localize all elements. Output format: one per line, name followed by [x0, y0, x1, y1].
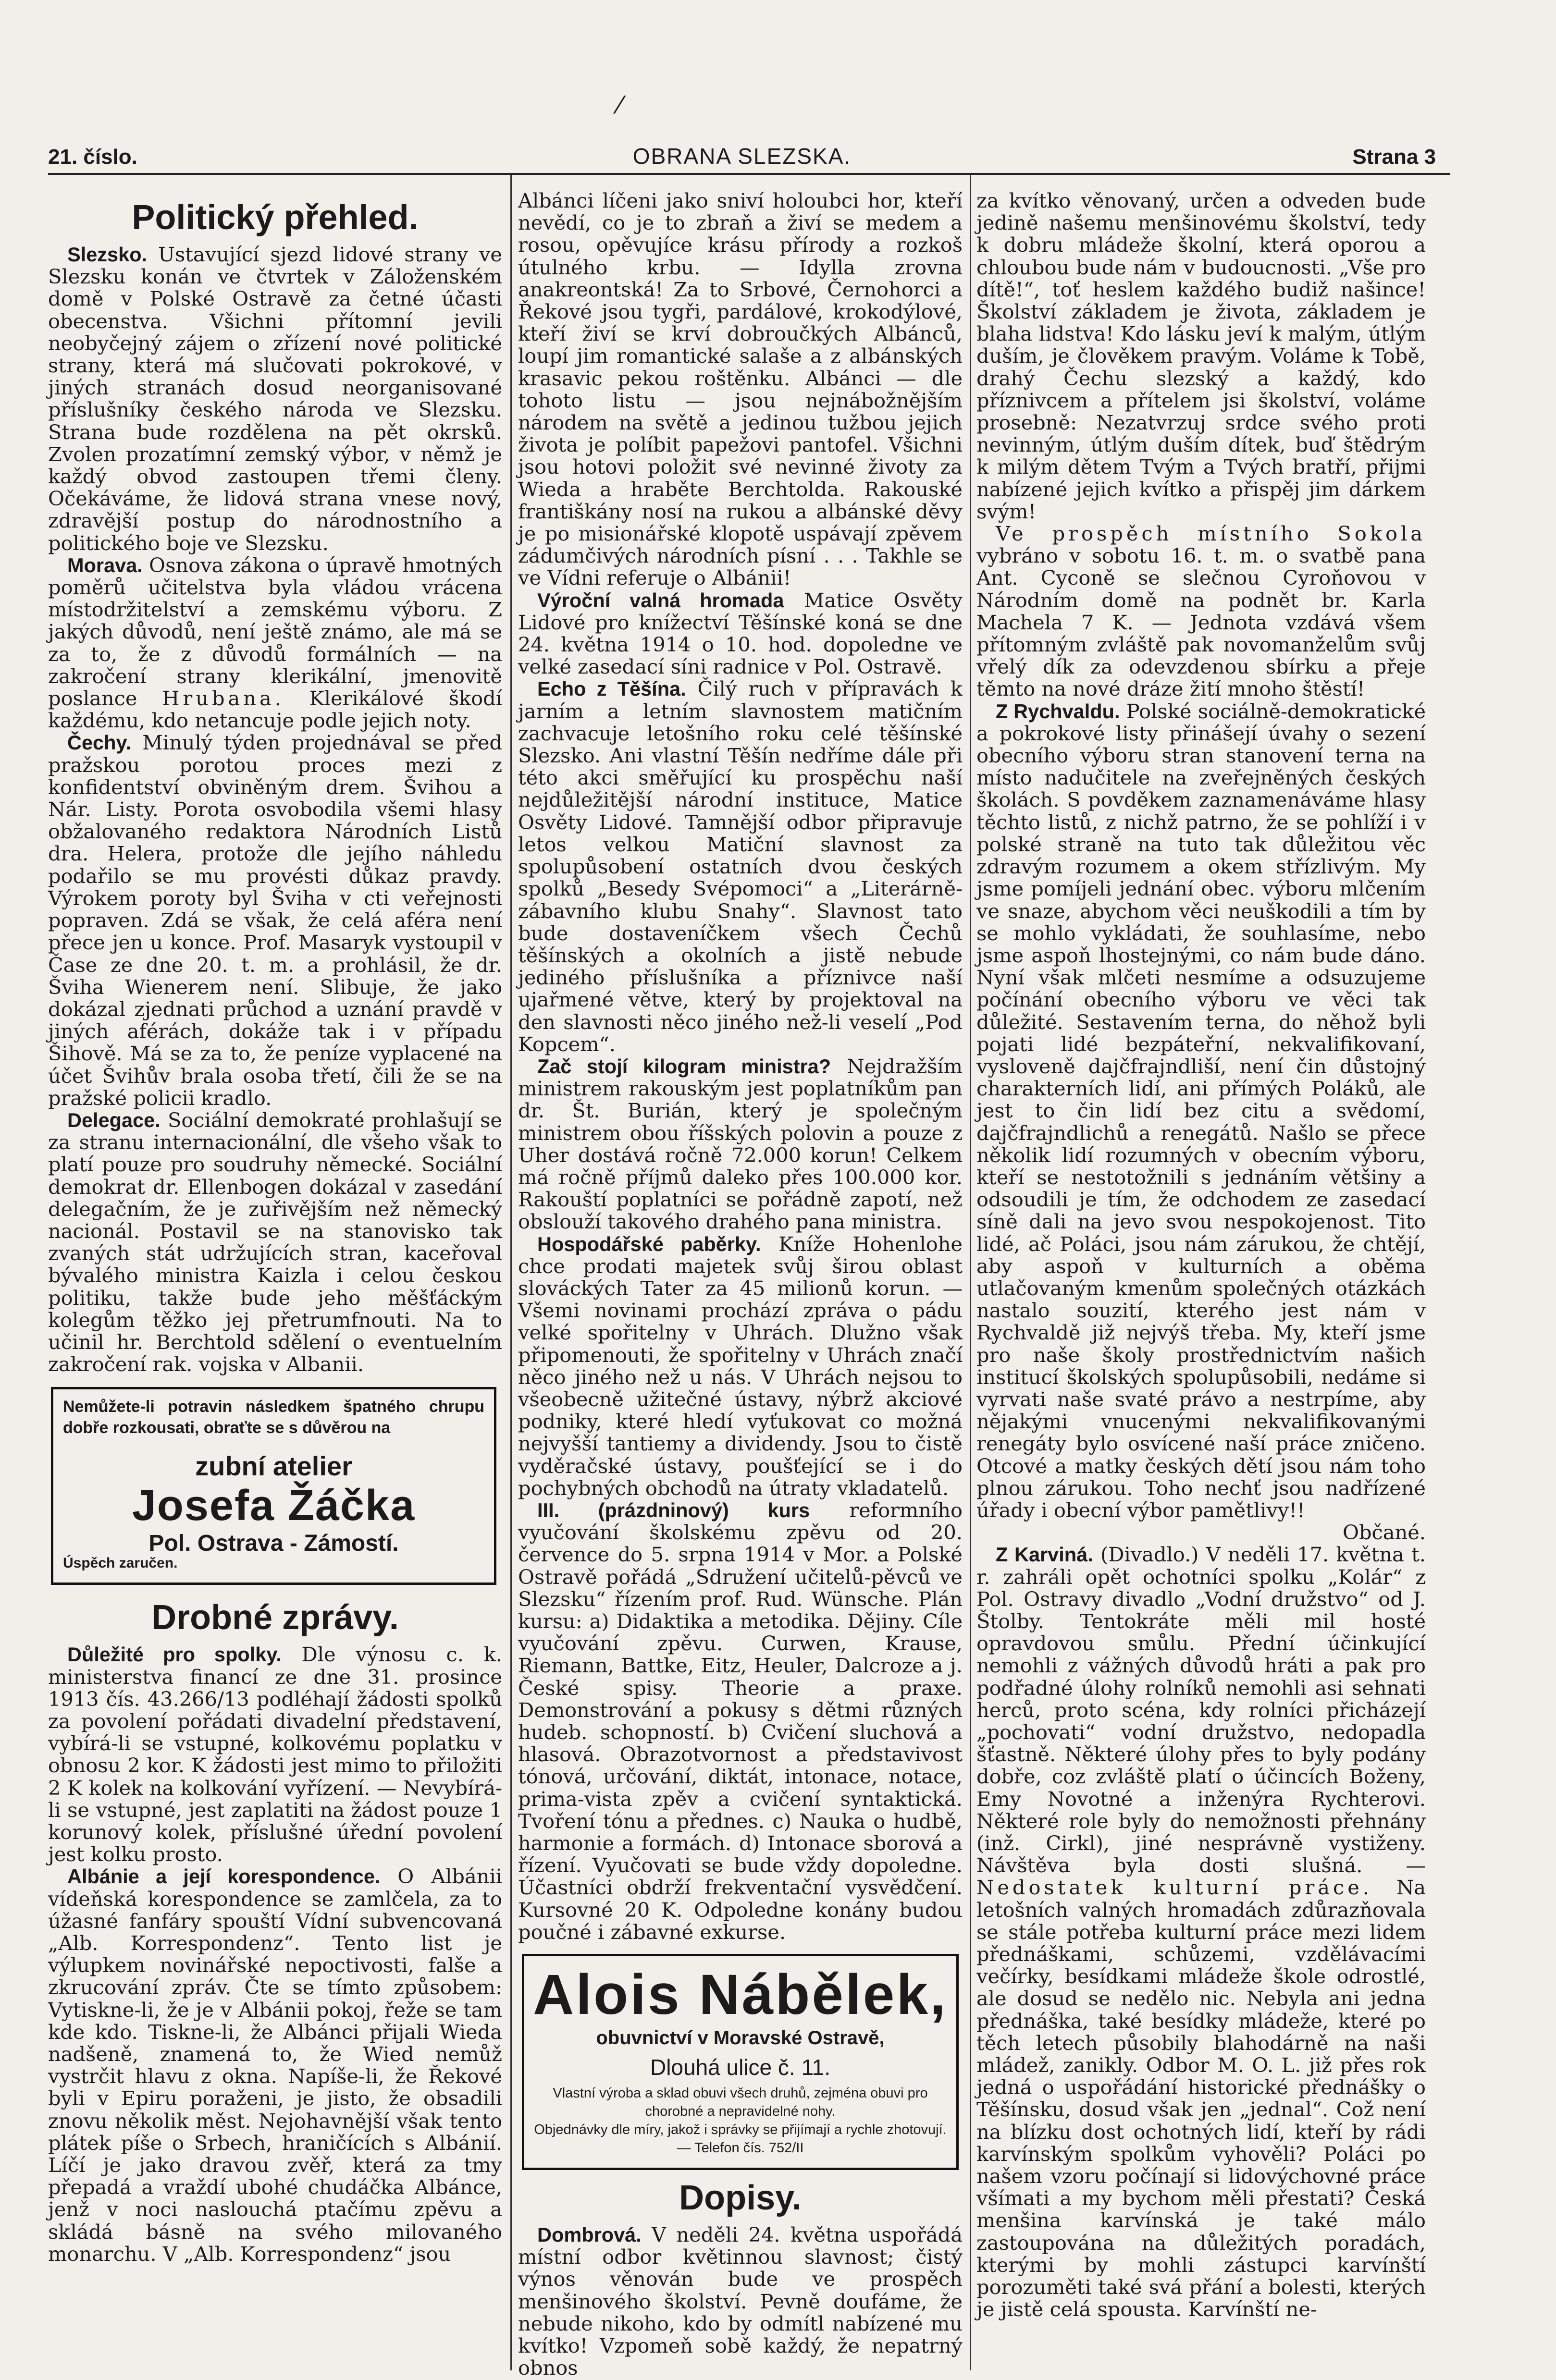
- article: Z Karviná. (Divadlo.) V neděli 17. května t. r. zahráli opět ochotníci spolku „Kolár“ z Pol. Ostravy divadlo „Vodní družstvo“ od J. Štolby. Tentokráte měli mil hosté opravdovou smůlu. Přední účinkující nemohli z vážných důvodů hráti a pak pro podřadné úlohy rolníků nemohli asi sehnati herců, proto scéna, kdy rolníci přicházejí „pochovati“ vodní družstvo, nedopadla šťastně. Některé úlohy přes to byly podány dobře, coz zvláště platí o účincích Boženy, Emy Novotné a inženýra Rychterovi. Některé role byly do nemožnosti přehnány (inž. Cirkl), jiné nesprávně vystiženy. Návštěva byla dosti slušná. — Nedostatek kulturní práce. Na letošních valných hromadách zdůrazňovala se stále potřeba kulturní práce mezi lidem přednáškami, schůzemi, vzdělávacími večírky, besídkami mládeže škole odrostlé, ale dosud se nedělo nic. Nebyla ani jedna přednáška, také besídky mládeže, které po těch letech působily blahodárně na naši mládež, zanikly. Odbor M. O. L. již přes rok jedná o uspořádání historické přednášky o Těšínsku, dosud však jen „jednal“. Což není na blízku dost ochotných lidí, kteří by rádi karvínským spolkům vyhověli? Poláci po našem vzoru počínají si lidovýchovné práce všímati a my bychom měli přestati? Česká menšina karvínská je také málo zastoupována na důležitých poradách, kterými by mohli zástupci karvínští porozuměti také svá přání a bolesti, kterých je jistě celá spousta. Karvínští ne-: [976, 1543, 1426, 2321]
- article-keyword: Albánie a její korespondence.: [67, 1865, 381, 1888]
- signature: Občané.: [1342, 1521, 1426, 1545]
- article: Důležité pro spolky. Dle výnosu c. k. ministerstva financí ze dne 31. prosince 1913 čís. 43.266/13 podléhají žádosti spolků za povolení pořádati divadelní představení, vybírá-li se vstupné, kolkovému poplatku v obnosu 2 kor. K žádosti jest mimo to přiložiti 2 K kolek na kolkování vyřízení. — Nevybírá-li se vstupné, jest zaplatiti na žádost pouze 1 korunový kolek, příslušné úřední povolení jest kolku prosto.: [48, 1643, 502, 1866]
- article: Albánie a její korespondence. O Albánii vídeňská korespondence se zamlčela, za to úžasné fanfáry spouští Vídní subvencovaná „Alb. Korrespondenz“. Tento list je výlupkem novinářské nepoctivosti, falše a zkrucování zpráv. Čte se tímto způsobem: Vytiskne-li, že je v Albánii pokoj, řeže se tam kde kdo. Tiskne-li, že Albánci přijali Wieda nadšeně, znamená to, že Wied nemůž vystrčit hlavu z okna. Napíše-li, že Řekové byli v Epiru poraženi, je jisto, že obsadili znovu několik měst. Nejohavnější však tento plátek píše o Srbech, hraničících s Albánií. Líčí je jako dravou zvěř, která za tmy přepadá a vraždí ubohé chudáčka Albánce, jenž v noci naslouchá ptačímu zpěvu a skládá básně na svého milovaného monarchu. V „Alb. Korrespondenz“ jsou: [48, 1865, 502, 2266]
- shoemaker-advertisement: Alois Nábělek, obuvnictví v Moravské Ostravě, Dlouhá ulice č. 11. Vlastní výroba a sklad obuvi všech druhů, zejména obuvi pro chorobné a nepravidelné nohy. Objednávky dle míry, jakož i správky se přijímají a rychle zhotovují. — Telefon čís. 752/II: [522, 1954, 959, 2170]
- article: Výroční valná hromada Matice Osvěty Lidové pro knížectví Těšínské koná se dne 24. května 1914 o 10. hod. dopoledne ve velké zasedací síni radnice v Pol. Ostravě.: [518, 588, 963, 679]
- page-header: [48, 140, 1436, 171]
- article-keyword: Čechy.: [67, 731, 132, 754]
- article-keyword: Z Rychvaldu.: [996, 699, 1120, 723]
- article-keyword: Morava.: [67, 553, 143, 577]
- article: Dombrová. V neděli 24. května uspořádá místní odbor květinnou slavnost; čistý výnos věnován bude ve prospěch menšinového školství. Pevně doufáme, že nebude nikoho, kdo by odmítl nabízené mu kvítko! Vzpomeň sobě každý, že nepatrný obnos: [518, 2223, 963, 2380]
- article: Zač stojí kilogram ministra? Nejdražším ministrem rakouským jest poplatníkům pan dr. Št. Burián, který je společným ministrem obou říšských polovin a pouze z Uher dostává ročně 72.000 korun! Celkem má ročně příjmů daleko přes 100.000 kor. Rakouští poplatníci se pořádně zapotí, než obslouží takového drahého pana ministra.: [518, 1054, 963, 1234]
- dentist-advertisement: Nemůžete-li potravin následkem špatného chrupu dobře rozkousati, obraťte se s důvěrou na zubní atelier Josefa Žáčka Pol. Ostrava - Zámostí. Úspěch zaručen.: [51, 1387, 496, 1585]
- article: za kvítko věnovaný, určen a odveden bude jedině našemu menšinovému školství, tedy k dobru mládeže školní, která oporou a chloubou bude nám v budoucnosti. „Vše pro dítě!“, toť heslem každého budiž našince! Školství základem je života, základem je blaha lidstva! Kdo lásku jeví k malým, útlým duším, je člověkem pravým. Voláme k Tobě, drahý Čechu slezský a každý, kdo příznivcem a přítelem jsi školství, voláme prosebně: Nezatvrzuj srdce svého proti nevinným, útlým duším dítek, buď štědrým k milým dětem Tvým a Tvých bratří, přijmi nabízené jejich kvítko a přispěj jim dárkem svým!: [976, 189, 1426, 523]
- article-keyword: Slezsko.: [67, 243, 148, 266]
- section-heading-news: Drobné zprávy.: [151, 1598, 399, 1637]
- article: III. (prázdninový) kurs reformního vyučování školskému zpěvu od 20. července do 5. srpna 1914 v Mor. a Polské Ostravě pořádá „Sdružení učitelů-pěvců ve Slezsku“ řízením prof. Rud. Wünsche. Plán kursu: a) Didaktika a metodika. Dějiny. Cíle vyučování zpěvu. Curwen, Krause, Riemann, Battke, Eitz, Heuler, Dalcroze a j. České spisy. Theorie a praxe. Demonstrování a pokusy s dětmi různých hudeb. schopností. b) Cvičení sluchová a hlasová. Obrazotvornost a představivost tónová, určování, diktát, intonace, notace, prima-vista zpěv a cvičení syntaktická. Tvoření tónu a přednes. c) Nauka o hudbě, harmonie a formách. d) Intonace sborová a řízení. Vyučovati se bude vždy dopoledne. Účastníci obdrží frekventační vysvědčení. Kursovné 20 K. Odpoledne konány budou poučné i zábavné exkurse.: [518, 1498, 963, 1944]
- article-keyword: III. (prázdninový) kurs: [537, 1498, 810, 1521]
- article-keyword: Z Karviná.: [996, 1543, 1093, 1566]
- article: Albánci líčeni jako sniví holoubci hor, kteří nevědí, co je to zbraň a živí se medem a rosou, opěvujíce krásu přírody a rozkoš útulného krbu. — Idylla zrovna anakreontská! Za to Srbové, Černohorci a Řekové jsou tygři, pardálové, krokodýlové, kteří živí se krví dobroučkých Albánců, loupí jim romantické salaše a z albánských krasavic pekou roštěnku. Albánci — dle tohoto listu — jsou nejnábožnějším národem na světě a jedinou tužbou jejich života je políbit papežovi pantofel. Všichni jsou hotovi položit své nevinné životy za Wieda a hraběte Berchtolda. Rakouské františkány nosí na rukou a albánské děvy je po misionářské klopotě uspávají zpěvem zádumčivých národních písní . . . Takhle se ve Vídni referuje o Albánii!: [518, 189, 963, 590]
- article: Hospodářské paběrky. Kníže Hohenlohe chce prodati majetek svůj širou oblast slováckých Tater za 45 milionů korun. — Všemi novinami prochází zpráva o pádu velké spořitelny v Uhrách. Dlužno však připomenouti, že spořitelny v Uhrách značí něco jiného než u nás. V Uhrách nejsou to všeobecně užitečné ústavy, nýbrž akciové podniky, které hledí vyťukovat co možná nejvyšší tantiemy a dividendy. Jsou to čistě vyděračské ústavy, poušťející se i do pochybných obchodů na útraty vkladatelů.: [518, 1232, 963, 1500]
- header-rule: [48, 173, 1450, 175]
- article: Čechy. Minulý týden projednával se před pražskou porotou proces mezi z konfidentství obviněným drem. Švihou a Nár. Listy. Porota osvobodila všemi hlasy obžalovaného redaktora Národních Listů dra. Helera, protože dle jejího náhledu podařilo se mu provésti důkaz pravdy. Výrokem poroty byl Šviha v cti veřejnosti popraven. Zdá se však, že celá aféra není přece jen u konce. Prof. Masaryk vystoupil v Čase ze dne 20. t. m. a prohlásil, že dr. Šviha Wienerem není. Slibuje, že jako dokázal zjednati průchod a uznání pravdě v jiných aférách, dokáže tak i v případu Šihově. Má se za to, že peníze vyplacené na účet Švihův brala osoba třetí, čili že se na pražské policii kradlo.: [48, 731, 502, 1110]
- newspaper-title: OBRANA SLEZSKA.: [632, 144, 852, 169]
- column-3: [976, 190, 1426, 2361]
- section-heading-politics: Politický přehled.: [132, 198, 419, 237]
- article: Ve prospěch místního Sokola vybráno v sobotu 16. t. m. o svatbě pana Ant. Cyconě se slečnou Cyroňovou v Národním domě na podnět br. Karla Machela 7 K. — Jednota vzdává všem přítomným zvláště pak novomanželům svůj vřelý dík za odevzdenou sbírku a přeje těmto na nové dráze žití mnoho štěstí!: [976, 522, 1426, 701]
- page-number: Strana 3: [1352, 145, 1436, 169]
- spaced-keyword: Ve prospěch místního Sokola: [996, 522, 1426, 546]
- article: Z Rychvaldu. Polské sociálně-demokratické a pokrokové listy přinášejí úvahy o sezení obecního výboru stran stanovení terna na místo nadučitele na zveřejněných českých školách. S povděkem zaznamenáváme hlasy těchto listů, z nichž patrno, že se pohlíží i v polské straně na tuto tak důležitou věc zdravým rozumem a okem střízlivým. My jsme pomíjeli jednání obec. výboru mlčením ve snaze, abychom věci neuškodili a tím by se mohlo vykládati, že souhlasíme, nebo jsme aspoň lhostejnými, co nám bude dáno. Nyní však mlčeti nesmíme a odsuzujeme počínání obecního výboru ve věci tak důležité. Sestavením terna, do něhož byli pojati lidé bezpáteřní, nekvalifikovaní, vysloveně dajčfrajndliší, není čin důstojný charakterních lidí, ani přímých Poláků, ale jest to čin lidí bez citu a svědomí, dajčfrajndlichů a renegátů. Našlo se přece několik lidí rozumných v obecním výboru, kteří se nestotožnili s jednáním většiny a odsoudili je tím, že odchodem ze zasedací síně dali na jevo svou nespokojenost. Tito lidé, ač Poláci, jsou nám zárukou, že chtějí, aby aspoň v kulturních a oběma utlačovaným kmenům společných otázkách nastalo souzití, kterého jest nám v Rychvaldě již nejvýš třeba. My, kteří jsme pro naše školy prostřednictvím našich institucí školských spolupůsobili, nedáme si vyrvati naše svaté právo a nestrpíme, aby nějakými vnucenými nekvalifikovanými renegáty bylo osvícené naší práce zničeno. Otcové a matky českých dětí jsou nám toho plnou zárukou. Toho nechť jsou nadřízené úřady i obecní výbor pamětlivy!!: [976, 699, 1426, 1522]
- spaced-keyword: Nedostatek kulturní práce.: [976, 1876, 1372, 1900]
- issue-number: 21. číslo.: [48, 145, 137, 169]
- article-keyword: Dombrová.: [537, 2223, 642, 2246]
- article-keyword: Echo z Těšína.: [537, 677, 686, 700]
- article-keyword: Zač stojí kilogram ministra?: [537, 1055, 831, 1078]
- article-keyword: Důležité pro spolky.: [67, 1643, 282, 1666]
- article-keyword: Delegace.: [67, 1108, 161, 1131]
- column-separator: [970, 175, 971, 2370]
- column-2: [518, 189, 963, 2380]
- stray-mark: ⁄: [617, 91, 622, 119]
- article: Morava. Osnova zákona o úpravě hmotných poměrů učitelstva byla vládou vrácena místodržitelství a zemskému výboru. Z jakých důvodů, není ještě známo, ale má se za to, že z důvodů formálních — na zakročení strany klerikální, jmenovitě poslance Hrubana. Klerikálové škodí každému, kdo netancuje podle jejich noty.: [48, 553, 502, 733]
- article: Delegace. Sociální demokraté prohlašují se za stranu internacionální, dle všeho však to platí pouze pro soudruhy německé. Sociální demokrat dr. Ellenbogen dokázal v zasedání delegačním, že je zuřivějším než německý nacionál. Postavil se na stanovisko tak zvaných stát udržujících stran, kaceřoval bývalého ministra Kaizla i celou českou politiku, takže bude jeho měšťáckým kolegům těžko jej přetrumfnouti. Na to učinil hr. Berchtold sdělení o eventuelním zakročení rak. vojska v Albanii.: [48, 1108, 502, 1376]
- article-keyword: Výroční valná hromada: [537, 589, 784, 612]
- article-keyword: Hospodářské paběrky.: [537, 1232, 761, 1255]
- section-heading-letters: Dopisy.: [679, 2179, 802, 2218]
- column-separator: [510, 175, 512, 2370]
- column-1: [48, 190, 502, 2361]
- article: Echo z Těšína. Čilý ruch v přípravách k jarním a letním slavnostem matičním zachvacuje letošního roku celé těšínské Slezsko. Ani vlastní Těšín nedříme dále při této akci směřující ku prospěchu naší nejdůležitější národní instituce, Matice Osvěty Lidové. Tamnější odbor připravuje letos velkou Matiční slavnost za spolupůsobení ostatních dvou českých spolků „Besedy Svépomoci“ a „Literárně-zábavního klubu Snahy“. Slavnost tato bude dostaveníčkem všech Čechů těšínských a okolních a jistě nebude jediného příslušníka a příznivce naší ujařmené větve, který by projektoval na den slavnosti něco jiného než-li veselí „Pod Kopcem“.: [518, 677, 963, 1056]
- article: Slezsko. Ustavující sjezd lidové strany ve Slezsku konán ve čtvrtek v Záloženském domě v Polské Ostravě za četné účasti obecenstva. Všichni přítomní jevili neobyčejný zájem o zřízení nové politické strany, která má slučovati pokrokové, v jiných stranách dosud neorganisované příslušníky českého národa ve Slezsku. Strana bude rozdělena na pět okrsků. Zvolen prozatímní zemský výbor, v němž je každý obvod zastoupen třemi členy. Očekáváme, že lidová strana vnese nový, zdravější postup do národnostního a politického boje ve Slezsku.: [48, 243, 502, 555]
